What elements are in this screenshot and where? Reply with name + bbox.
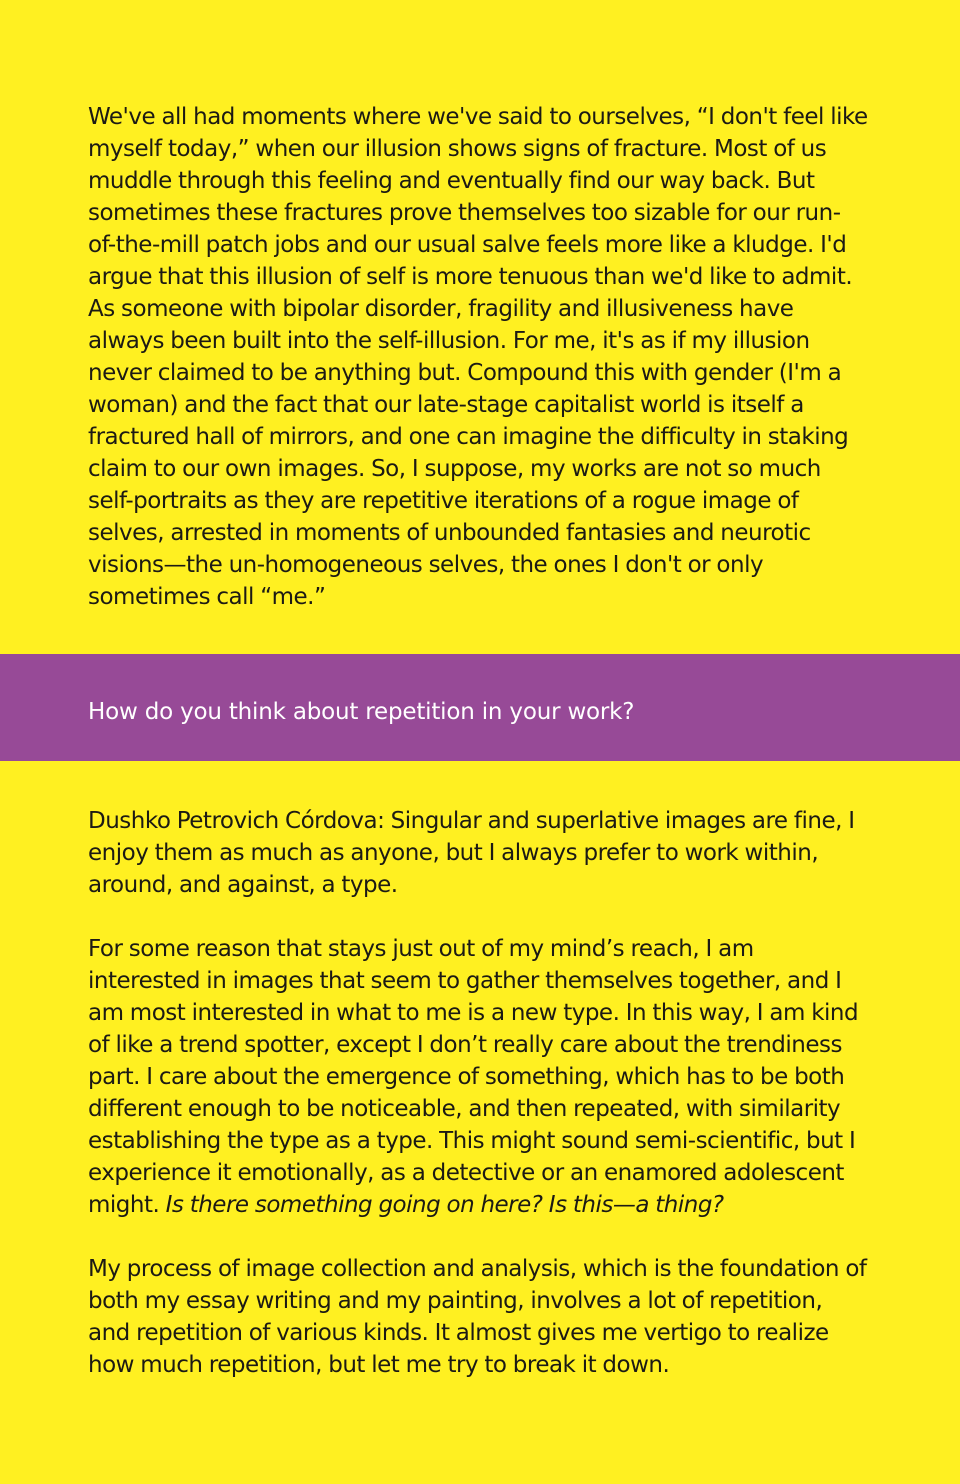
paragraph-1: We've all had moments where we've said to ourselves, “I don't feel like myself today,” when our illusion shows signs of fracture. Most of us muddle through this feeling and eventually find our way back. But sometimes these fractures prove themselves too sizable for our run-of-the-mill patch jobs and our usual salve feels more like a kludge. I'd argue that this illusion of self is more tenuous than we'd like to admit. As someone with bipolar disorder, fragility and illusiveness have always been built into the self-illusion. For me, it's as if my illusion never claimed to be anything but. Compound this with gender (I'm a woman) and the fact that our late-stage capitalist world is itself a fractured hall of mirrors, and one can imagine the difficulty in staking claim to our own images. So, I suppose, my works are not so much self-portraits as they are repetitive iterations of a rogue image of selves, arrested in moments of unbounded fantasies and neurotic visions—the un-homogeneous selves, the ones I don't or only sometimes call “me.” <box>88 104 868 610</box>
top-section <box>0 0 960 654</box>
question-heading: How do you think about repetition in your work? <box>88 699 635 725</box>
paragraph-4: My process of image collection and analysis, which is the foundation of both my essay writing and my painting, involves a lot of repetition, and repetition of various kinds. It almost gives me vertigo to realize how much repetition, but let me try to break it down. <box>88 1256 867 1378</box>
paragraph-3 <box>88 933 868 1221</box>
paragraph-2: Dushko Petrovich Córdova: Singular and superlative images are fine, I enjoy them as much as anyone, but I always prefer to work within, around, and against, a type. <box>88 808 855 898</box>
paragraph-3-text: For some reason that stays just out of my mind’s reach, I am interested in images that seem to gather themselves together, and I am most interested in what to me is a new type. In this way, I am kind of like a trend spotter, except I don’t really care about the trendiness part. I care about the emergence of something, which has to be both different enough to be noticeable, and then repeated, with similarity establishing the type as a type. This might sound semi-scientific, but I experience it emotionally, as a detective or an enamored adolescent might. <box>88 936 859 1218</box>
paragraph-3-italic: Is there something going on here? Is this—a thing? <box>165 1192 724 1218</box>
